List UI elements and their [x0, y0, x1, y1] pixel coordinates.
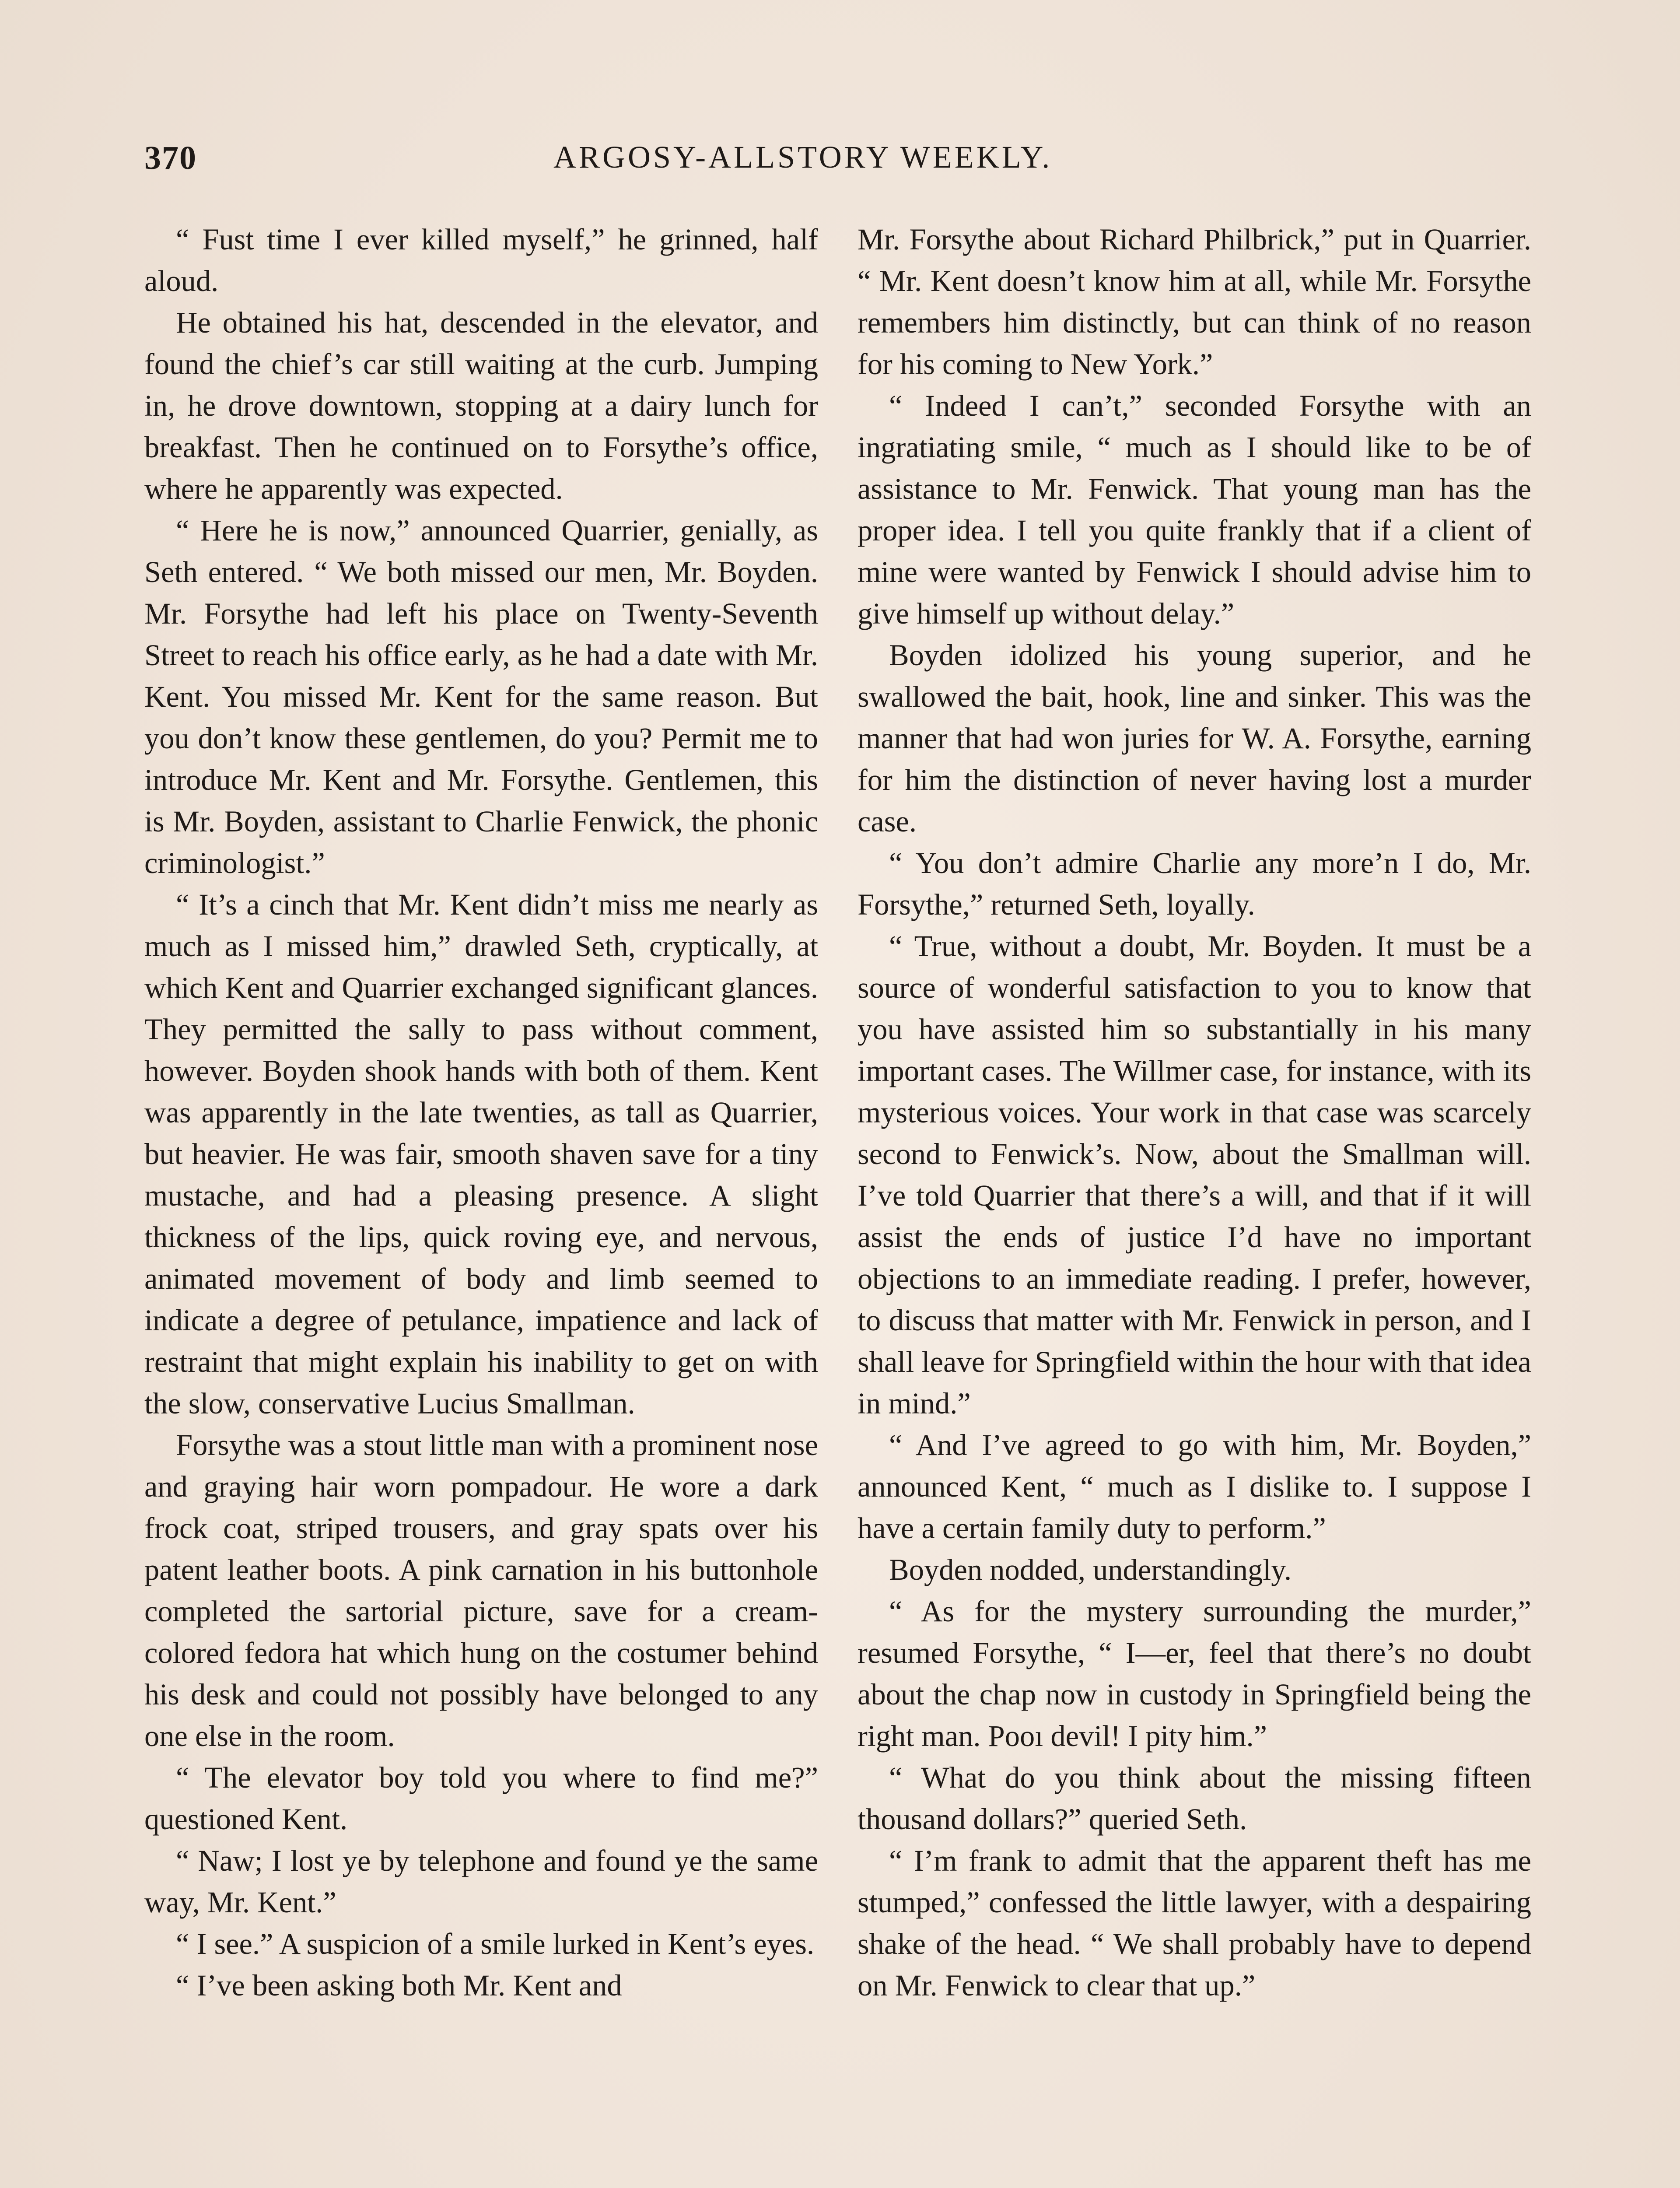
paragraph: “ True, without a doubt, Mr. Boyden. It must be a source of wonderful satisfaction to you to know that you have assisted him so substantially in his many important cases. The Willmer case, for instance, with its mysterious voices. Your work in that case was scarcely second to Fenwick’s. Now, about the Smallman will. I’ve told Quarrier that there’s a will, and that if it will assist the ends of justice I’d have no important objections to an immediate reading. I prefer, however, to discuss that matter with Mr. Fenwick in person, and I shall leave for Springfield within the hour with that idea in mind.”: [858, 929, 1531, 1420]
page-number: 370: [144, 140, 197, 176]
paragraph: “ As for the mystery surrounding the murder,” resumed Forsythe, “ I—er, feel that there’s no doubt about the chap now in custody in Springfield being the right man. Pooı devil! I pity him.”: [858, 1595, 1531, 1753]
paragraph: Forsythe was a stout little man with a prominent nose and graying hair worn pompadour. He wore a dark frock coat, striped trousers, and gray spats over his patent leather boots. A pink carnation in his buttonhole completed the sartorial picture, save for a cream-colored fedora hat which hung on the costumer behind his desk and could not possibly have belonged to any one else in the room.: [144, 1428, 818, 1753]
continued-paragraph: Mr. Forsythe about Richard Philbrick,” put in Quarrier. “ Mr. Kent doesn’t know him at all, while Mr. Forsythe remembers him distinctly, but can think of no reason for his coming to New York.”: [858, 223, 1531, 381]
paragraph: Boyden idolized his young superior, and he swallowed the bait, hook, line and sinker. This was the manner that had won juries for W. A. Forsythe, earning for him the distinction of never having lost a murder case.: [858, 638, 1531, 838]
paragraph: “ I’m frank to admit that the apparent theft has me stumped,” confessed the little lawyer, with a despairing shake of the head. “ We shall probably have to depend on Mr. Fenwick to clear that up.”: [858, 1844, 1531, 2002]
paragraph: “ And I’ve agreed to go with him, Mr. Boyden,” announced Kent, “ much as I dislike to. I suppose I have a certain family duty to perform.”: [858, 1428, 1531, 1545]
magazine-title: ARGOSY-ALLSTORY WEEKLY.: [553, 140, 1053, 175]
paragraph: “ I see.” A suspicion of a smile lurked in Kent’s eyes.: [176, 1927, 815, 1960]
paragraph: “ It’s a cinch that Mr. Kent didn’t miss me nearly as much as I missed him,” drawled Seth, cryptically, at which Kent and Quarrier exchanged significant glances. They permitted the sally to pass without comment, however. Boyden shook hands with both of them. Kent was apparently in the late twenties, as tall as Quarrier, but heavier. He was fair, smooth shaven save for a tiny mustache, and had a pleasing presence. A slight thickness of the lips, quick roving eye, and nervous, animated movement of body and limb seemed to indicate a degree of petulance, impatience and lack of restraint that might explain his inability to get on with the slow, conservative Lucius Smallman.: [144, 888, 818, 1420]
paragraph: “ Fust time I ever killed myself,” he grinned, half aloud.: [144, 223, 818, 298]
paragraph: Boyden nodded, understandingly.: [889, 1553, 1292, 1586]
paragraph: “ I’ve been asking both Mr. Kent and: [176, 1969, 622, 2002]
running-head: [144, 139, 1544, 187]
paragraph: “ Naw; I lost ye by telephone and found ye the same way, Mr. Kent.”: [144, 1844, 818, 1919]
paragraph: “ The elevator boy told you where to find me?” questioned Kent.: [144, 1761, 818, 1836]
paragraph: “ You don’t admire Charlie any more’n I do, Mr. Forsythe,” returned Seth, loyally.: [858, 846, 1531, 921]
paragraph: “ What do you think about the missing fifteen thousand dollars?” queried Seth.: [858, 1761, 1531, 1836]
paragraph: He obtained his hat, descended in the elevator, and found the chief’s car still waiting at the curb. Jumping in, he drove downtown, stopping at a dairy lunch for breakfast. Then he continued on to Forsythe’s office, where he apparently was expected.: [144, 306, 818, 505]
paragraph: “ Indeed I can’t,” seconded Forsythe with an ingratiating smile, “ much as I should like to be of assistance to Mr. Fenwick. That young man has the proper idea. I tell you quite frankly that if a client of mine were wanted by Fenwick I should advise him to give himself up without delay.”: [858, 389, 1531, 630]
left-column: [144, 219, 818, 2006]
right-column: [858, 219, 1531, 2006]
paragraph: “ Here he is now,” announced Quarrier, genially, as Seth entered. “ We both missed our men, Mr. Boyden. Mr. Forsythe had left his place on Twenty-Seventh Street to reach his office early, as he had a date with Mr. Kent. You missed Mr. Kent for the same reason. But you don’t know these gentlemen, do you? Permit me to introduce Mr. Kent and Mr. Forsythe. Gentlemen, this is Mr. Boyden, assistant to Charlie Fenwick, the phonic criminologist.”: [144, 514, 818, 880]
